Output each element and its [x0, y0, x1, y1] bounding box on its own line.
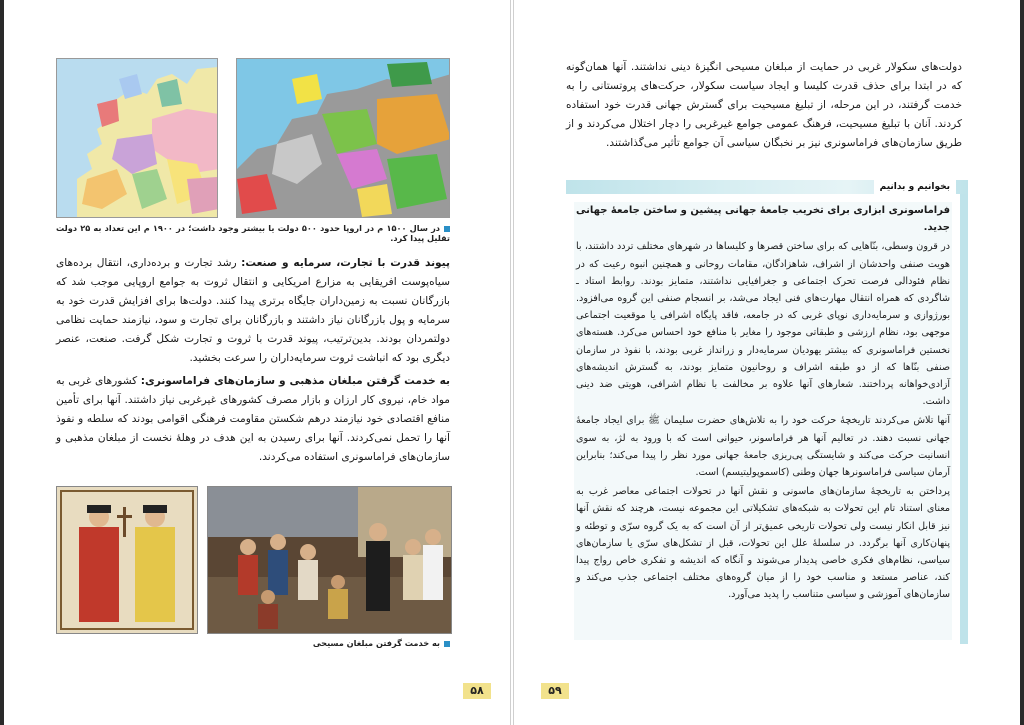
box-paragraph-2: آنها تلاش می‌کردند تاریخچهٔ حرکت خود را به تلاش‌های حضرت سلیمان ﷺ برای ایجاد جامعهٔ جهانی نسبت دهند. در تعالیم آنها هر فراماسونر، حیوانی است که با ورود به لژ، به سوی انسانیت حرکت می‌کند و شایستگی پی‌ریزی جامعهٔ جهانی مورد نظر را پیدا می‌کند؛ بنابراین آرمان سیاسی فراماسونرها جهان وطنی (کاسموپولیتیسم) است.: [576, 415, 950, 479]
box-paragraph-3: پرداختن به تاریخچهٔ سازمان‌های ماسونی و نقش آنها در تحولات اجتماعی معاصر غرب به معنای استناد تام این تحولات به شبکه‌های تشکیلاتی این مجموعه نیست، هرچند که نقش آنها نیز قابل انکار نیست ولی تحولات تاریخی عمیق‌تر از آن است که به یک گروه سرّی و توطئه و پنهان‌کاری آنها برگردد. در سلسلهٔ علل این تحولات، قبل از تشکل‌های سرّی یا سازمان‌های سیاسی، نظام‌های فکری خاصی پدیدار می‌شوند و آنگاه که اندیشه و تفکری خاص رواج پیدا کند، عناصر مستعد و مناسب خود را از میان گروه‌های مختلف اجتماعی جذب می‌کند و سازمان‌های آموزشی و سیاسی متناسب را پدید می‌آورد.: [576, 486, 950, 601]
paragraph-missionaries: [56, 372, 450, 467]
caption-marker: [444, 226, 450, 232]
read-and-know-box: [566, 180, 968, 644]
box-title: بخوانیم و بدانیم: [874, 180, 956, 194]
europe-map-1900: [56, 58, 218, 218]
page-number-left: ۵۸: [463, 683, 491, 699]
map-caption-text: در سال ۱۵۰۰ م در اروپا حدود ۵۰۰ دولت یا بیشتر وجود داشت؛ در ۱۹۰۰ م این تعداد به ۲۵ دولت تقلیل پیدا کرد.: [56, 223, 450, 243]
box-paragraph-1: در قرون وسطی، بنّاهایی که برای ساختن قصرها و کلیساها در شهرهای مختلف تردد داشتند، با هویت صنفی واحدشان از اشراف، شاهزادگان، مقامات روحانی و همچنین انبوه رعیت که در نظام فئودالی فرصت تحرک اجتماعی و جغرافیایی نداشتند، متمایز بودند. روابط استاد ـ شاگردی که همراه انتقال مهارت‌های فنی ایجاد می‌شد، بر انسجام صنفی این گروه می‌افزود. بورژوازی و سرمایه‌داری نوپای غربی که در جامعه، فاقد پایگاه اشرافی یا موقعیت اجتماعی موجهی بود، نظام ارزشی و طبقاتی موجود را مغایر با منافع خود احساس می‌کرد. هسته‌های نخستین فراماسونری که بیشتر یهودیان سرمایه‌دار و زرانداز غربی بودند، با نفوذ در سازمان صنفی بنّاها که از دو طبقه اشراف و روحانیون متمایز بودند، به گسترش اندیشه‌های آزادی‌خواهانه پرداختند. شعارهای آنها علاوه بر مخالفت با نظام اشرافی، هویتی ضد دینی داشت.: [576, 241, 950, 408]
missionaries-painting-image: [207, 486, 452, 634]
photo-caption-text: به خدمت گرفتن مبلغان مسیحی: [312, 638, 440, 648]
paragraph-body: رشد تجارت و برده‌داری، انتقال برده‌های سیاه‌پوست افریقایی به مزارع امریکایی و انتقال ثروت به جوامع اروپایی موجب شد که بازرگانان نسبت به زمین‌داران جایگاه برتری پیدا کنند. دولت‌ها برای افزایش قدرت خود به سرمایه و پول بازرگانان نیاز داشتند و بازرگانان برای تجارت و سود، نیازمند حمایت نظامی دولتمردان بودند. بدین‌ترتیب، پیوند قدرت با ثروت و تجارت شکل گرفت. صنعت، عنصر دیگری بود که انباشت ثروت سرمایه‌داران را سرعت بخشید.: [56, 257, 450, 364]
box-body: [574, 202, 952, 640]
intro-paragraph: دولت‌های سکولار غربی در حمایت از مبلغان مسیحی انگیزهٔ دینی نداشتند. آنها همان‌گونه که در ابتدا برای حذف قدرت کلیسا و ایجاد سیاست سکولار، حرکت‌های پروتستانی را به خدمت گرفتند، در این مرحله، از تبلیغ مسیحیت برای گسترش جهانی قدرت خود استفاده کردند. آنان با تبلیغ مسیحیت، فرهنگ عمومی جوامع غیرغربی را دچار اختلال می‌کردند و از طریق سازمان‌های فراماسونری نیز بر نخبگان سیاسی آن جوامع تأثیر می‌گذاشتند.: [566, 61, 962, 149]
box-heading: فراماسونری ابزاری برای تخریب جامعهٔ جهانی پیشین و ساختن جامعهٔ جهانی جدید.: [576, 205, 950, 234]
left-body-text: [56, 254, 450, 471]
box-side-bar: [960, 194, 968, 644]
caption-marker: [444, 641, 450, 647]
page-number-right: ۵۹: [541, 683, 569, 699]
map-caption: [56, 223, 450, 243]
paragraph-trade-capital: [56, 254, 450, 368]
paragraph-body: کشورهای غربی به مواد خام، نیروی کار ارزان و بازار مصرف کشورهای غیرغربی نیاز داشتند. آنها برای تأمین منافع اقتصادی خود نیازمند درهم شکستن مقاومت فرهنگی اقوامی بودند که سلطه و نفوذ آنها را تحمل نمی‌کردند. آنها برای رسیدن به این هدف در وهلهٔ نخست از مبلغان مذهبی و سازمان‌های فراماسونری استفاده می‌کردند.: [56, 375, 450, 463]
missionaries-portrait-image: [56, 486, 198, 634]
paragraph-lead: پیوند قدرت با تجارت، سرمایه و صنعت:: [241, 257, 450, 269]
photo-caption: [207, 638, 450, 648]
paragraph-lead: به خدمت گرفتن مبلغان مذهبی و سازمان‌های فراماسونری:: [140, 375, 450, 387]
europe-map-1500: [236, 58, 450, 218]
right-intro-text: [566, 58, 962, 153]
